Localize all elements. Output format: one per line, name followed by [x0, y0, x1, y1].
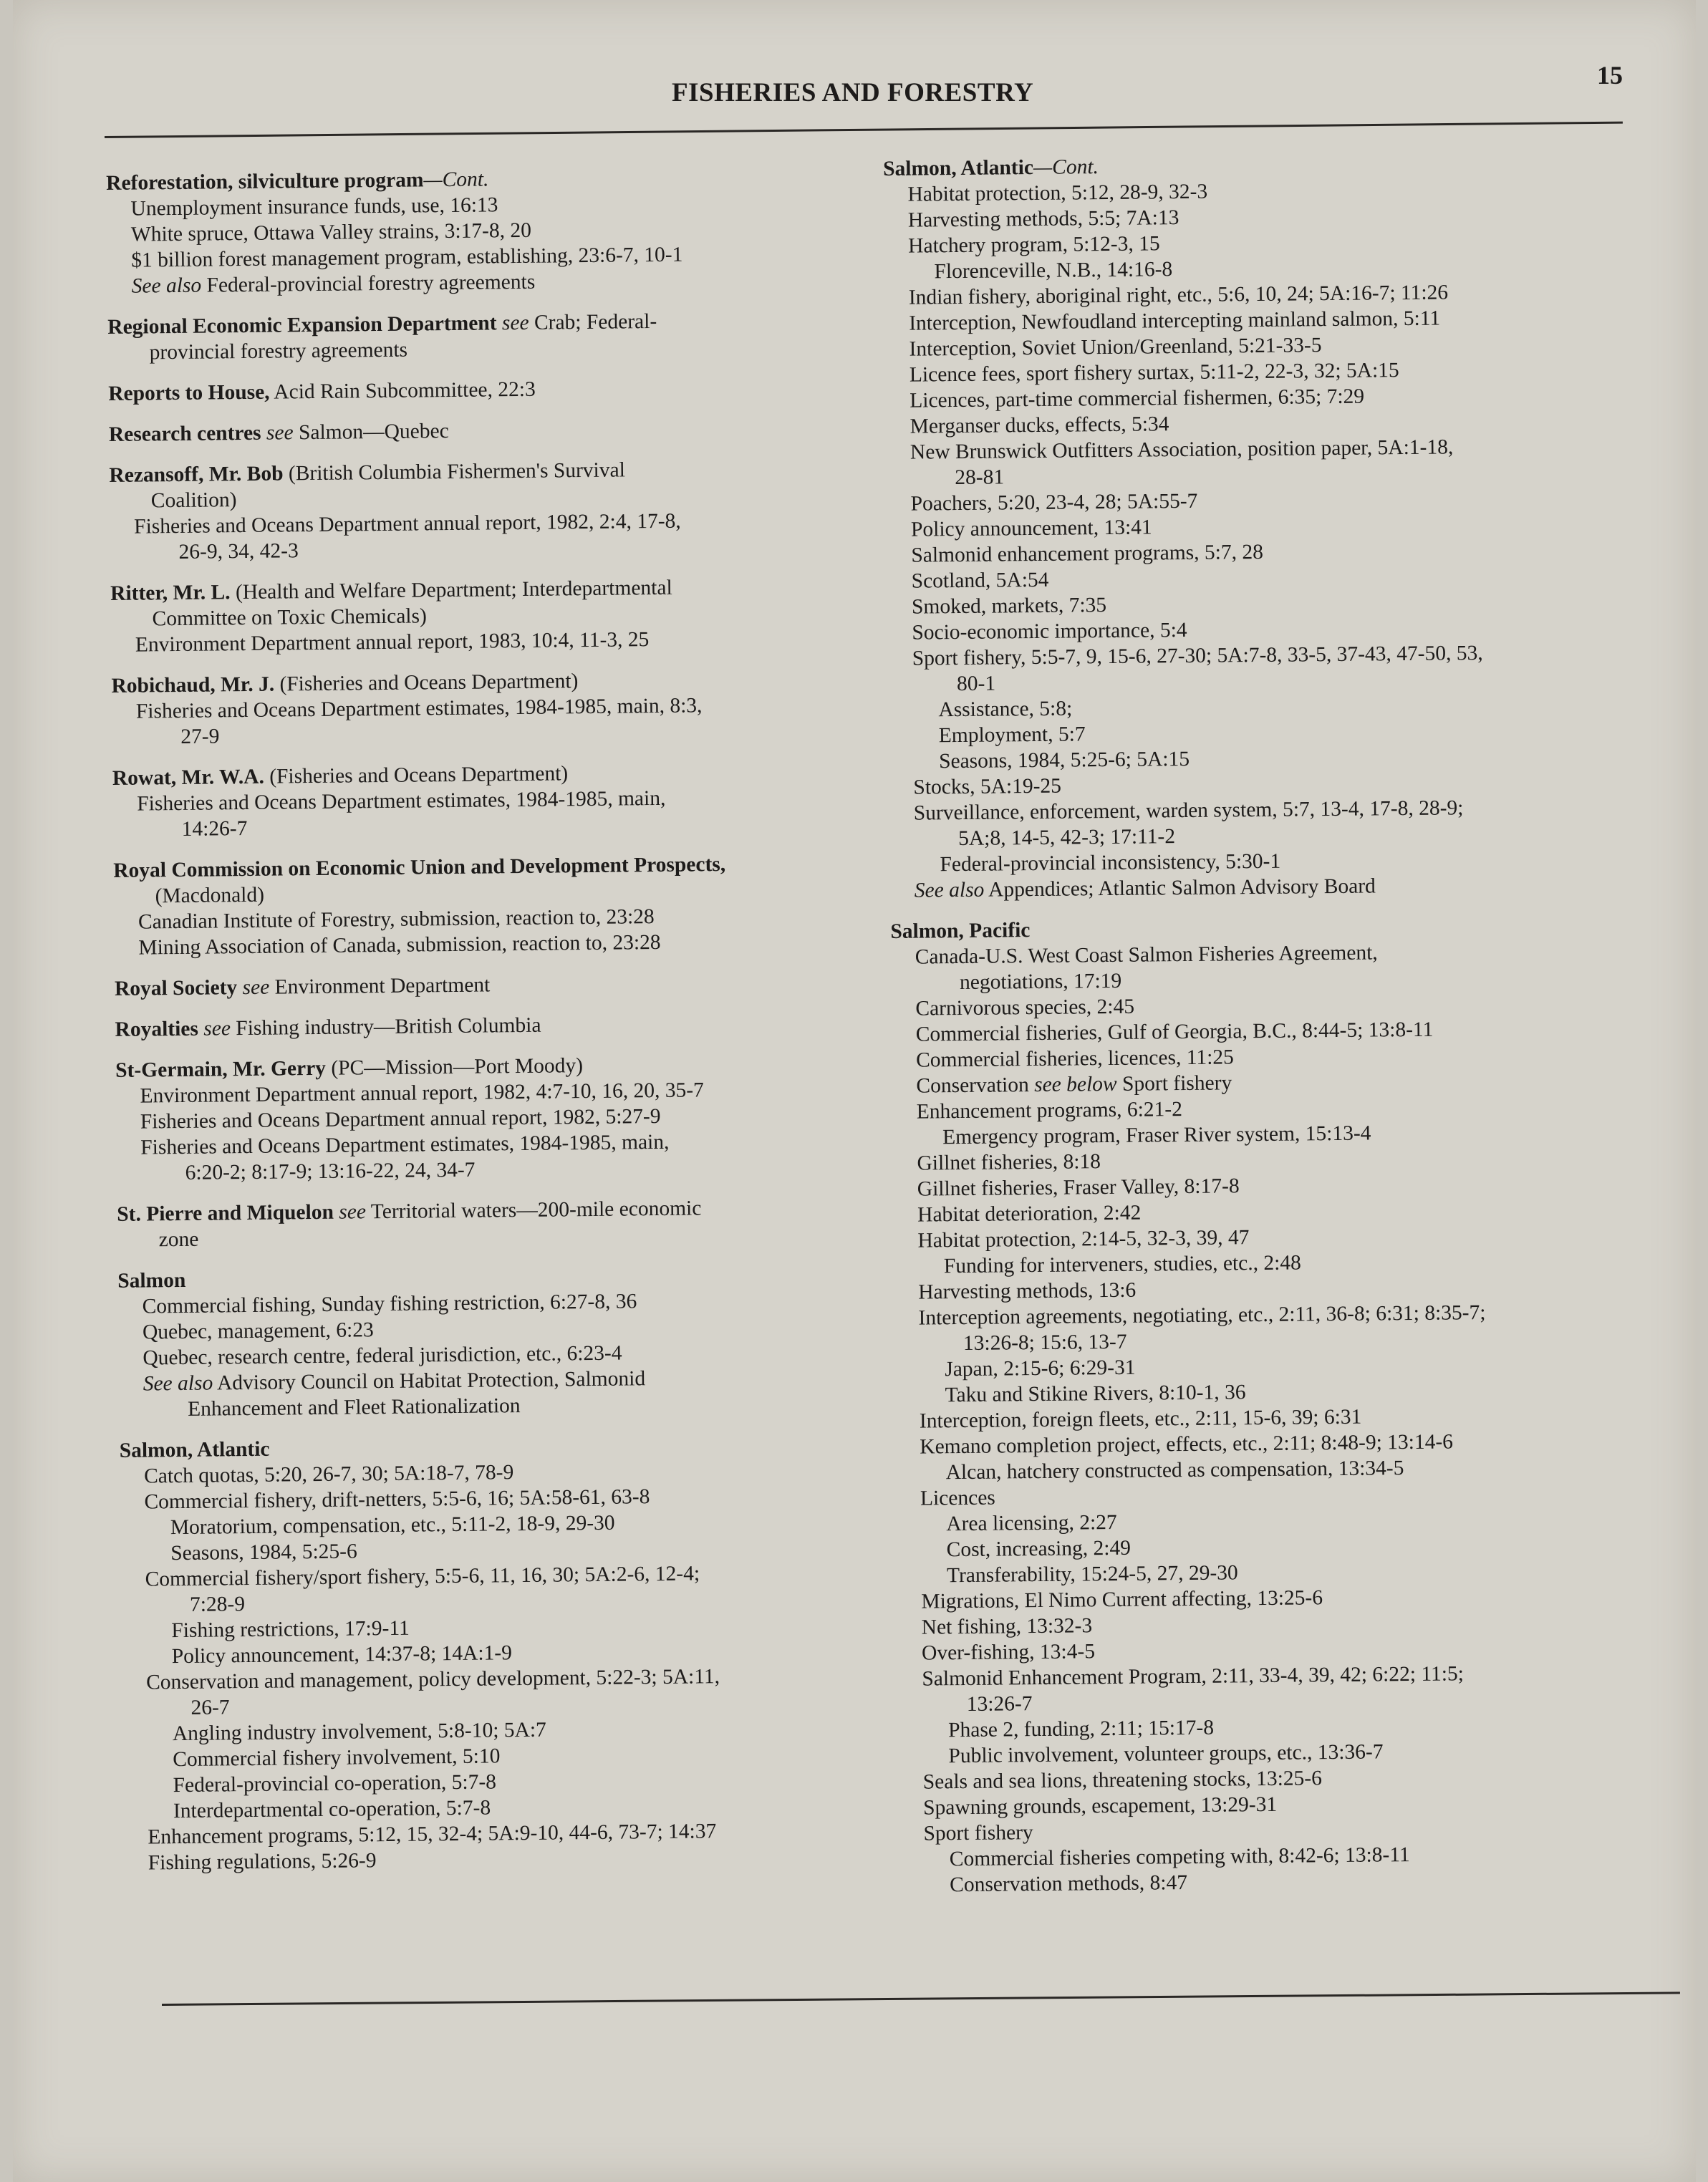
subentry-continuation: 6:20-2; 8:17-9; 13:16-22, 24, 34-7: [185, 1158, 476, 1184]
subentry: Funding for interveners, studies, etc., 2:48: [943, 1251, 1301, 1278]
subentry-continuation: Enhancement and Fleet Rationalization: [187, 1394, 521, 1421]
subentry: Cost, increasing, 2:49: [946, 1536, 1132, 1562]
subentry: Gillnet fisheries, Fraser Valley, 8:17-8: [917, 1174, 1240, 1201]
subentry: Commercial fishery/sport fishery, 5:5-6, 11, 16, 30; 5A:2-6, 12-4;: [145, 1562, 700, 1591]
entry-heading: Rezansoff, Mr. Bob: [109, 462, 284, 487]
subentry: Commercial fishery, drift-netters, 5:5-6, 16; 5A:58-61, 63-8: [144, 1485, 650, 1514]
subentry: Hatchery program, 5:12-3, 15: [908, 232, 1160, 258]
subentry: Fishing regulations, 5:26-9: [148, 1849, 377, 1875]
subentry: Conservation see below Sport fishery: [916, 1071, 1232, 1098]
subentry-continuation: 13:26-8; 15:6, 13-7: [962, 1330, 1127, 1356]
entry-heading: Royalties: [115, 1017, 199, 1041]
subentry-continuation: 7:28-9: [189, 1593, 246, 1616]
index-entry-royalties: [115, 1009, 895, 1043]
footer-rule: [162, 1992, 1680, 2006]
left-column: [106, 163, 904, 1891]
entry-heading: Royal Commission on Economic Union and Development Prospects,: [113, 852, 726, 882]
subentry-continuation: 80-1: [956, 672, 996, 696]
entry-text: (Fisheries and Oceans Department): [274, 670, 579, 696]
entry-heading: Ritter, Mr. L.: [110, 581, 231, 605]
index-entry-regional-economic: [107, 306, 889, 366]
subentry: Fisheries and Oceans Department estimates, 1984-1985, main, 8:3,: [135, 694, 703, 723]
subentry: Habitat deterioration, 2:42: [917, 1201, 1142, 1227]
subentry: Salmonid enhancement programs, 5:7, 28: [911, 540, 1264, 567]
subentry: Net fishing, 13:32-3: [921, 1614, 1093, 1639]
entry-heading: Salmon: [117, 1268, 186, 1293]
see-label: see: [261, 421, 294, 445]
subentry-continuation: 5A;8, 14-5, 42-3; 17:11-2: [957, 825, 1176, 851]
entry-heading: Reforestation, silviculture program: [106, 168, 424, 195]
index-entry-reports: [108, 373, 889, 407]
subentry: Scotland, 5A:54: [911, 568, 1049, 593]
entry-text: (Health and Welfare Department; Interdepartmental: [230, 576, 672, 604]
see-also-label: See also: [914, 878, 985, 902]
entry-heading: Salmon, Pacific: [890, 919, 1031, 943]
subentry: Salmonid Enhancement Program, 2:11, 33-4, 39, 42; 6:22; 11:5;: [922, 1662, 1465, 1691]
subentry-list: [891, 937, 1681, 1898]
subentry: Commercial fisheries competing with, 8:42-6; 13:8-11: [949, 1843, 1410, 1871]
subentry: Japan, 2:15-6; 6:29-31: [945, 1356, 1136, 1381]
subentry-list: [120, 1455, 904, 1876]
subentry: Merganser ducks, effects, 5:34: [910, 412, 1169, 438]
entry-continuation: (Macdonald): [155, 883, 265, 908]
entry-continuation: Coalition): [150, 488, 237, 513]
cross-reference: Advisory Council on Habitat Protection, Salmonid: [213, 1367, 646, 1395]
index-entry-robichaud: [111, 665, 892, 750]
see-label: see: [237, 975, 270, 1000]
subentry: Canada-U.S. West Coast Salmon Fisheries Agreement,: [915, 941, 1378, 969]
subentry: Seasons, 1984, 5:25-6: [170, 1540, 357, 1565]
subentry: Federal-provincial inconsistency, 5:30-1: [940, 849, 1281, 877]
subentry: Policy announcement, 13:41: [910, 516, 1152, 541]
index-page: [13, 0, 1696, 2182]
subentry: Seals and sea lions, threatening stocks, 13:25-6: [922, 1767, 1323, 1794]
index-entry-research-centres: [109, 414, 889, 448]
index-entry-salmon-pacific: [890, 911, 1680, 1898]
entry-continuation: zone: [158, 1227, 199, 1252]
subentry: Sport fishery: [923, 1821, 1033, 1845]
subentry: Conservation methods, 8:47: [950, 1871, 1188, 1897]
subentry: Harvesting methods, 5:5; 7A:13: [907, 206, 1179, 232]
subentry-continuation: 26-7: [190, 1696, 230, 1719]
subentry: Public involvement, volunteer groups, etc., 13:36-7: [948, 1740, 1384, 1768]
index-entry-st-pierre: [117, 1194, 898, 1253]
subentry: Socio-economic importance, 5:4: [912, 618, 1187, 645]
subentry: Canadian Institute of Forestry, submission, reaction to, 23:28: [137, 905, 655, 934]
subentry-continuation: 26-9, 34, 42-3: [178, 539, 299, 564]
entry-continuation: provincial forestry agreements: [149, 338, 408, 365]
subentry: Poachers, 5:20, 23-4, 28; 5A:55-7: [910, 489, 1198, 516]
subentry: Florenceville, N.B., 14:16-8: [934, 258, 1173, 284]
index-entry-salmon-atlantic-cont: [883, 149, 1671, 904]
cross-reference: Appendices; Atlantic Salmon Advisory Board: [984, 874, 1376, 902]
subentry: Gillnet fisheries, 8:18: [917, 1150, 1101, 1175]
subentry: Quebec, research centre, federal jurisdiction, etc., 6:23-4: [143, 1341, 622, 1370]
entry-heading: Robichaud, Mr. J.: [111, 672, 275, 697]
continued-marker: —Cont.: [1033, 155, 1099, 179]
subentry: Environment Department annual report, 1983, 10:4, 11-3, 25: [135, 628, 650, 657]
subentry-list: [883, 175, 1670, 878]
subentry: Smoked, markets, 7:35: [911, 594, 1107, 619]
entry-heading: Rowat, Mr. W.A.: [112, 765, 265, 790]
subentry: Interception, Soviet Union/Greenland, 5:21-33-5: [909, 334, 1322, 361]
subentry: Kemano completion project, effects, etc., 2:11; 8:48-9; 13:14-6: [920, 1430, 1454, 1459]
subentry: Commercial fishing, Sunday fishing restriction, 6:27-8, 36: [142, 1290, 637, 1318]
subentry: Fishing restrictions, 17:9-11: [171, 1616, 410, 1643]
subentry: Commercial fishery involvement, 5:10: [173, 1744, 501, 1772]
subentry: Fisheries and Oceans Department estimates, 1984-1985, main,: [137, 786, 666, 816]
entry-heading: St-Germain, Mr. Gerry: [115, 1056, 327, 1082]
subentry: Interception agreements, negotiating, etc., 2:11, 36-8; 6:31; 8:35-7;: [918, 1300, 1486, 1330]
index-entry-rezansoff: [109, 455, 890, 566]
entry-text: (British Columbia Fishermen's Survival: [283, 458, 625, 486]
subentry: Policy announcement, 14:37-8; 14A:1-9: [171, 1641, 513, 1669]
subentry: Interception, foreign fleets, etc., 2:11, 15-6, 39; 6:31: [919, 1405, 1362, 1433]
subentry-continuation: negotiations, 17:19: [959, 969, 1122, 995]
page-title: FISHERIES AND FORESTRY: [672, 78, 1034, 107]
header-rule: [105, 122, 1623, 138]
entry-heading: Salmon, Atlantic: [883, 155, 1034, 180]
see-also-label: See also: [143, 1371, 213, 1396]
subentry: Seasons, 1984, 5:25-6; 5A:15: [938, 747, 1190, 773]
index-entry-royal-society: [115, 968, 895, 1002]
subentry-continuation: 13:26-7: [966, 1692, 1033, 1716]
subentry: Employment, 5:7: [938, 723, 1086, 748]
subentry: $1 billion forest management program, establishing, 23:6-7, 10-1: [131, 243, 683, 272]
subentry: Catch quotas, 5:20, 26-7, 30; 5A:18-7, 78-9: [143, 1461, 514, 1488]
subentry: Licences, part-time commercial fishermen, 6:35; 7:29: [910, 385, 1365, 412]
subentry: Commercial fisheries, licences, 11:25: [915, 1046, 1234, 1072]
see-label: see: [496, 311, 529, 335]
subentry-continuation: 14:26-7: [181, 816, 248, 841]
subentry: Interdepartmental co-operation, 5:7-8: [173, 1796, 491, 1823]
subentry: Fisheries and Oceans Department annual report, 1982, 5:27-9: [140, 1104, 661, 1134]
subentry: Licences: [920, 1486, 995, 1510]
cross-reference: Fishing industry—British Columbia: [230, 1013, 541, 1041]
subentry: Enhancement programs, 6:21-2: [916, 1098, 1183, 1124]
index-entry-reforestation: [106, 163, 888, 299]
subentry: White spruce, Ottawa Valley strains, 3:17-8, 20: [130, 218, 532, 246]
subentry: Phase 2, funding, 2:11; 15:17-8: [947, 1716, 1215, 1742]
index-entry-st-germain: [115, 1050, 897, 1187]
index-entry-rowat: [112, 758, 894, 843]
subentry: Surveillance, enforcement, warden system, 5:7, 13-4, 17-8, 28-9;: [913, 796, 1464, 825]
subentry: Over-fishing, 13:4-5: [921, 1640, 1096, 1665]
subentry: Unemployment insurance funds, use, 16:13: [130, 193, 498, 221]
subentry: New Brunswick Outfitters Association, position paper, 5A:1-18,: [910, 435, 1454, 464]
entry-heading: St. Pierre and Miquelon: [117, 1200, 334, 1226]
entry-heading: Salmon, Atlantic: [119, 1437, 270, 1462]
subentry: Sport fishery, 5:5-7, 9, 15-6, 27-30; 5A:7-8, 33-5, 37-43, 47-50, 53,: [912, 641, 1483, 670]
subentry: Moratorium, compensation, etc., 5:11-2, 18-9, 29-30: [170, 1511, 615, 1540]
index-entry-salmon: [117, 1260, 899, 1423]
see-also-label: See also: [131, 274, 202, 298]
entry-heading: Regional Economic Expansion Department: [107, 312, 497, 339]
subentry: Interception, Newfoudland intercepting mainland salmon, 5:11: [909, 306, 1441, 335]
subentry: Enhancement programs, 5:12, 15, 32-4; 5A:9-10, 44-6, 73-7; 14:37: [148, 1820, 717, 1849]
cross-reference: Environment Department: [269, 973, 491, 999]
subentry: Indian fishery, aboriginal right, etc., 5:6, 10, 24; 5A:16-7; 11:26: [908, 281, 1449, 309]
index-entry-ritter: [110, 573, 892, 658]
subentry: Habitat protection, 5:12, 28-9, 32-3: [907, 180, 1208, 206]
subentry: Taku and Stikine Rivers, 8:10-1, 36: [945, 1381, 1246, 1407]
subentry: Alcan, hatchery constructed as compensation, 13:34-5: [945, 1457, 1404, 1485]
subentry: Angling industry involvement, 5:8-10; 5A:7: [172, 1718, 546, 1746]
subentry: Licence fees, sport fishery surtax, 5:11-2, 22-3, 32; 5A:15: [909, 359, 1399, 387]
cross-reference: Federal-provincial forestry agreements: [201, 270, 536, 297]
subentry: Mining Association of Canada, submission, reaction to, 23:28: [138, 930, 661, 960]
cross-reference: Territorial waters—200-mile economic: [365, 1197, 702, 1224]
subentry-continuation: 28-81: [955, 465, 1005, 490]
cross-reference: Salmon—Quebec: [293, 420, 449, 445]
continued-marker: —Cont.: [423, 168, 489, 192]
subentry: Emergency program, Fraser River system, 15:13-4: [942, 1121, 1371, 1149]
subentry: Commercial fisheries, Gulf of Georgia, B.C., 8:44-5; 13:8-11: [915, 1018, 1434, 1046]
index-entry-salmon-atlantic: [120, 1429, 904, 1876]
entry-text: Acid Rain Subcommittee, 22:3: [269, 377, 536, 404]
subentry: Transferability, 15:24-5, 27, 29-30: [946, 1561, 1238, 1588]
page-number: 15: [1597, 61, 1623, 90]
index-entry-royal-commission: [113, 850, 894, 961]
subentry: Carnivorous species, 2:45: [915, 995, 1135, 1020]
subentry: Conservation and management, policy development, 5:22-3; 5A:11,: [145, 1665, 720, 1694]
subentry: Habitat protection, 2:14-5, 32-3, 39, 47: [917, 1226, 1250, 1252]
entry-text: (PC—Mission—Port Moody): [325, 1054, 584, 1080]
subentry-continuation: 27-9: [180, 725, 220, 748]
cross-reference: Crab; Federal-: [529, 309, 657, 334]
entry-text: (Fisheries and Oceans Department): [264, 762, 569, 788]
subentry: Fisheries and Oceans Department annual report, 1982, 2:4, 17-8,: [134, 509, 681, 539]
subentry: Migrations, El Nimo Current affecting, 13:25-6: [921, 1586, 1323, 1613]
subentry: Fisheries and Oceans Department estimates, 1984-1985, main,: [140, 1130, 670, 1159]
entry-heading: Reports to House,: [108, 380, 270, 405]
right-column: [883, 149, 1681, 1913]
entry-continuation: Committee on Toxic Chemicals): [152, 604, 428, 631]
subentry: Assistance, 5:8;: [938, 697, 1073, 722]
entry-heading: Research centres: [108, 421, 261, 446]
subentry: Spawning grounds, escapement, 13:29-31: [922, 1792, 1278, 1820]
see-label: see: [333, 1200, 367, 1224]
subentry: Harvesting methods, 13:6: [918, 1278, 1137, 1304]
subentry: Environment Department annual report, 1982, 4:7-10, 16, 20, 35-7: [140, 1078, 704, 1108]
subentry: Stocks, 5A:19-25: [913, 774, 1062, 799]
subentry: Quebec, management, 6:23: [142, 1318, 374, 1344]
subentry: Federal-provincial co-operation, 5:7-8: [173, 1770, 497, 1797]
see-label: see: [198, 1017, 231, 1041]
subentry: Area licensing, 2:27: [946, 1510, 1117, 1536]
entry-heading: Royal Society: [114, 976, 238, 1000]
